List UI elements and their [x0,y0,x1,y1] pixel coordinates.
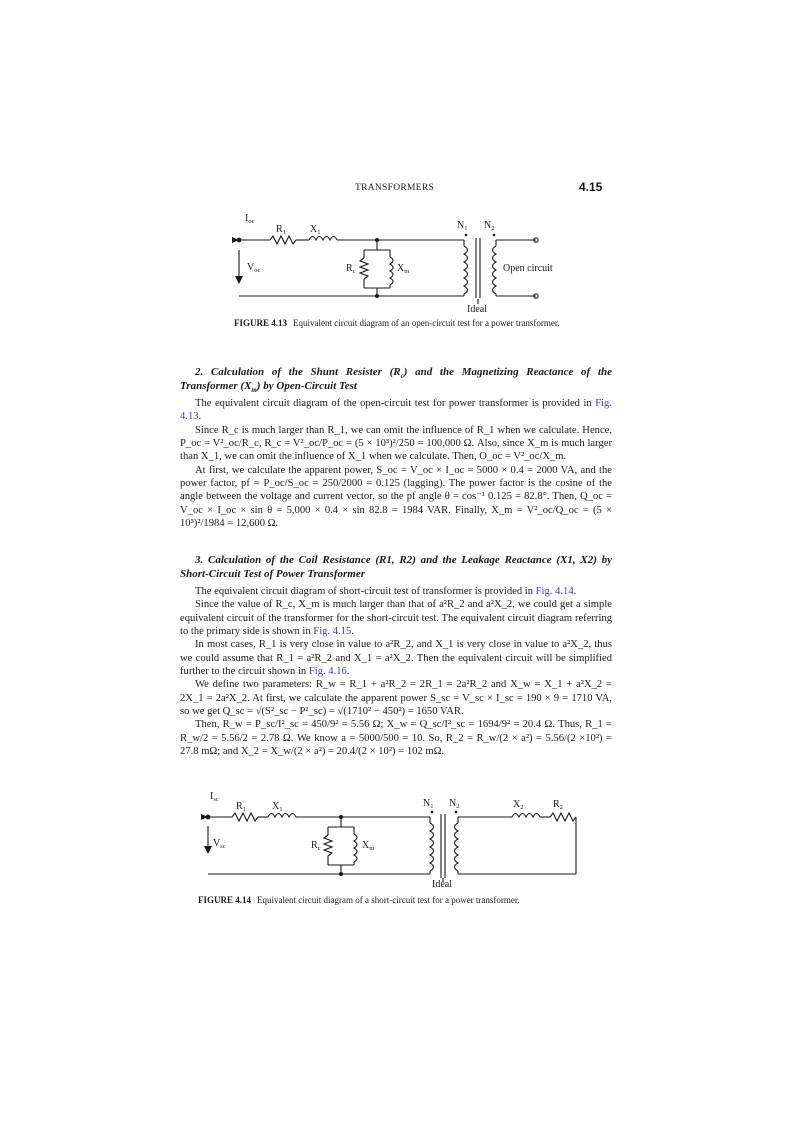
rc-label: $R_c$ [311,840,321,852]
open-circuit-label: Open circuit [503,263,553,274]
fig-4-14-link[interactable]: Fig. 4.14 [535,586,574,597]
fig-4-15-link[interactable]: Fig. 4.15 [313,626,352,638]
figure-4-14-caption-text: Equivalent circuit diagram of a short-circuit test for a power transformer. [257,895,520,905]
figure-4-14-label: FIGURE 4.14 [198,895,252,905]
section-3-paragraph: Then, R_w = P_sc/I²_sc = 450/9² = 5.56 Ω; X_w = Q_sc/I²_sc = 1694/9² = 20.4 Ω. Thus, R_1 = R_w/2 = 5.56/2 = 2.78 Ω. We know a = 5000/500 = 10. So, R_2 = R_w/(2 × a²) = 5.56/(2 ×10²) = 27.8 mΩ; and X_2 = X_w/(2 × a²) = 20.4/(2 × 10²) = 102 mΩ. [180,719,612,758]
section-2-paragraph: Since R_c is much larger than R_1, we can omit the influence of R_1 when we calculate. Hence, P_oc = V²_oc/R_c, R_c = V²_oc/P_oc = (5 × 10³)²/250 = 100,000 Ω. Also, since X_m is much larger than X_1, we can omit the influence of X_1 when we calculate. Then, O_oc = V²_oc/X_m. [180,424,612,463]
n1-label: $N_1$ [457,220,468,232]
running-title: TRANSFORMERS [355,183,435,193]
section-3-paragraph: In most cases, R_1 is very close in value to a²R_2, and X_1 is very close in value to a²X_2, thus we could assume that R_1 = a²R_2 and X_1 = a²X_2. Then the equivalent circuit will be simplified further to the circuit shown in Fig. 4.16. [180,639,612,678]
r1-label: $R_1$ [236,801,246,813]
x1-label: $X_1$ [272,801,283,813]
figure-4-13-caption-text: Equivalent circuit diagram of an open-circuit test for a power transformer. [293,318,560,328]
r2-label: $R_2$ [553,799,563,811]
section-2-heading: 2. Calculation of the Shunt Resister $(R_c)$ and the Magnetizing Reactance of the Transformer $(X_m)$ by Open-Circuit Test [180,366,612,394]
figure-4-14-diagram [196,786,586,890]
section-3-paragraph: We define two parameters: R_w = R_1 + a²R_2 = 2R_1 = 2a²R_2 and X_w = X_1 + a²X_2 = 2X_1 = 2a²X_2. At first, we calculate the apparent power S_sc = V_sc × I_sc = 190 × 9 = 1710 VA, so we get Q_sc = √(S²_sc − P²_sc) = √(1710² − 450²) = 1650 VAR. [180,679,612,718]
figure-4-13-diagram [230,208,570,316]
r1-label: $R_1$ [276,224,286,236]
section-3-paragraph: The equivalent circuit diagram of short-circuit test of transformer is provided in Fig. 4.14. [195,586,577,597]
n2-label: $N_2$ [484,220,495,232]
section-3-paragraph: Since the value of R_c, X_m is much larger than that of a²R_2 and a²X_2, we could get a simple equivalent circuit of the transformer for the short-circuit test. The equivalent circuit diagram referring to the primary side is shown in Fig. 4.15. [180,599,612,638]
n1-label: $N_1$ [423,798,434,810]
xm-label: $X_m$ [397,263,410,275]
fig-4-16-link[interactable]: Fig. 4.16 [308,666,347,678]
voltage-label: $V_{sc}$ [213,838,226,850]
figure-4-14-caption [198,895,598,907]
ideal-label: Ideal [432,879,452,890]
section-3 [180,554,612,758]
voltage-label: $V_{oc}$ [247,262,261,274]
section-3-heading: 3. Calculation of the Coil Resistance (R1, R2) and the Leakage Reactance (X1, X2) by Short-Circuit Test of Power Transformer [180,554,612,580]
x2-label: $X_2$ [513,799,524,811]
section-2-paragraph: The equivalent circuit diagram of the open-circuit test for power transformer is provided in Fig. 4.13. [180,398,612,423]
figure-4-13-caption [234,318,579,330]
page-number: 4.15 [579,180,603,194]
rc-label: $R_c$ [346,263,356,275]
n2-label: $N_2$ [449,798,460,810]
xm-label: $X_m$ [362,840,375,852]
section-2 [180,366,612,530]
ideal-label: Ideal [467,304,487,315]
section-2-paragraph: At first, we calculate the apparent power, S_oc = V_oc × I_oc = 5000 × 0.4 = 2000 VA, and the power factor, pf = P_oc/S_oc = 250/2000 = 0.125 (lagging). The power factor is the cosine of the angle between the voltage and current vector, so the pf angle θ = cos⁻¹ 0.125 = 82.8°. Then, Q_oc = V_oc × I_oc × sin θ = 5,000 × 0.4 × sin 82.8 = 1984 VAR. Finally, X_m = V²_oc/Q_oc = (5 × 10³)²/1984 = 12,600 Ω. [180,464,612,530]
current-label: $I_{sc}$ [210,791,219,803]
x1-label: $X_1$ [310,224,321,236]
fig-4-13-link[interactable]: Fig. 4.13 [180,398,612,423]
figure-4-13-label: FIGURE 4.13 [234,318,288,328]
current-label: $I_{oc}$ [245,213,255,225]
